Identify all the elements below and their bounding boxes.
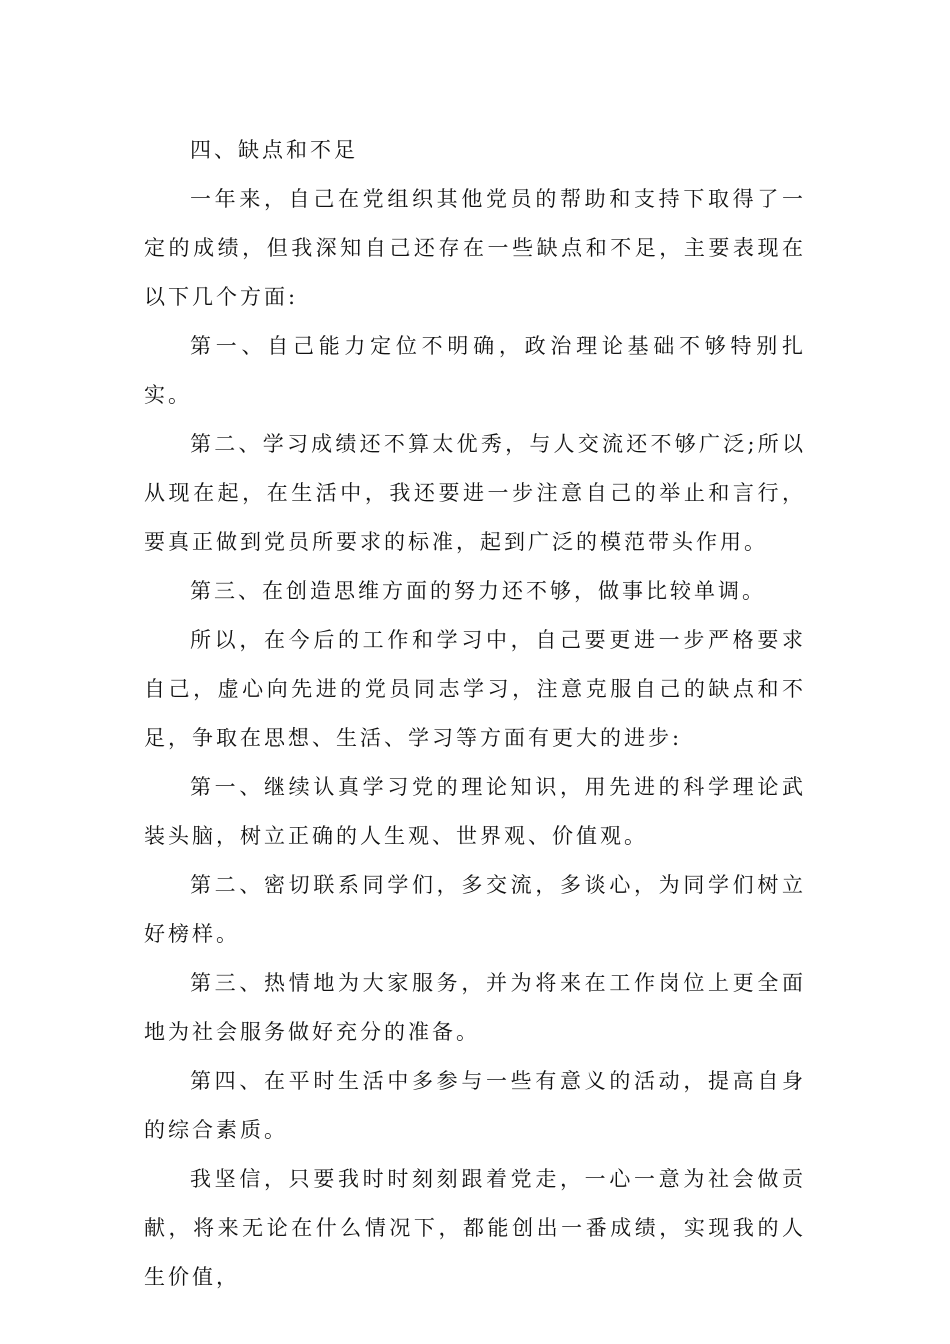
paragraph-intro: 一年来，自己在党组织其他党员的帮助和支持下取得了一定的成绩，但我深知自己还存在一些缺点和不足，主要表现在以下几个方面:: [144, 187, 806, 309]
paragraph-shortcoming-2: 第二、学习成绩还不算太优秀，与人交流还不够广泛;所以从现在起，在生活中，我还要进一步注意自己的举止和言行，要真正做到党员所要求的标准，起到广泛的模范带头作用。: [144, 432, 806, 554]
paragraph-conclusion: 我坚信，只要我时时刻刻跟着党走，一心一意为社会做贡献，将来无论在什么情况下，都能创出一番成绩，实现我的人生价值，: [144, 1167, 806, 1289]
paragraph-plan-4: 第四、在平时生活中多参与一些有意义的活动，提高自身的综合素质。: [144, 1069, 806, 1142]
paragraph-shortcoming-3: 第三、在创造思维方面的努力还不够，做事比较单调。: [190, 579, 766, 603]
paragraph-plan-3: 第三、热情地为大家服务，并为将来在工作岗位上更全面地为社会服务做好充分的准备。: [144, 971, 806, 1044]
paragraph-resolution: 所以，在今后的工作和学习中，自己要更进一步严格要求自己，虚心向先进的党员同志学习，注意克服自己的缺点和不足，争取在思想、生活、学习等方面有更大的进步:: [144, 628, 806, 750]
paragraph-plan-2: 第二、密切联系同学们，多交流，多谈心，为同学们树立好榜样。: [144, 873, 806, 946]
paragraph-shortcoming-1: 第一、自己能力定位不明确，政治理论基础不够特别扎实。: [144, 334, 806, 407]
document-body: [144, 126, 806, 1302]
paragraph-plan-1: 第一、继续认真学习党的理论知识，用先进的科学理论武装头脑，树立正确的人生观、世界观、价值观。: [144, 775, 806, 848]
section-heading: 四、缺点和不足: [190, 138, 358, 162]
